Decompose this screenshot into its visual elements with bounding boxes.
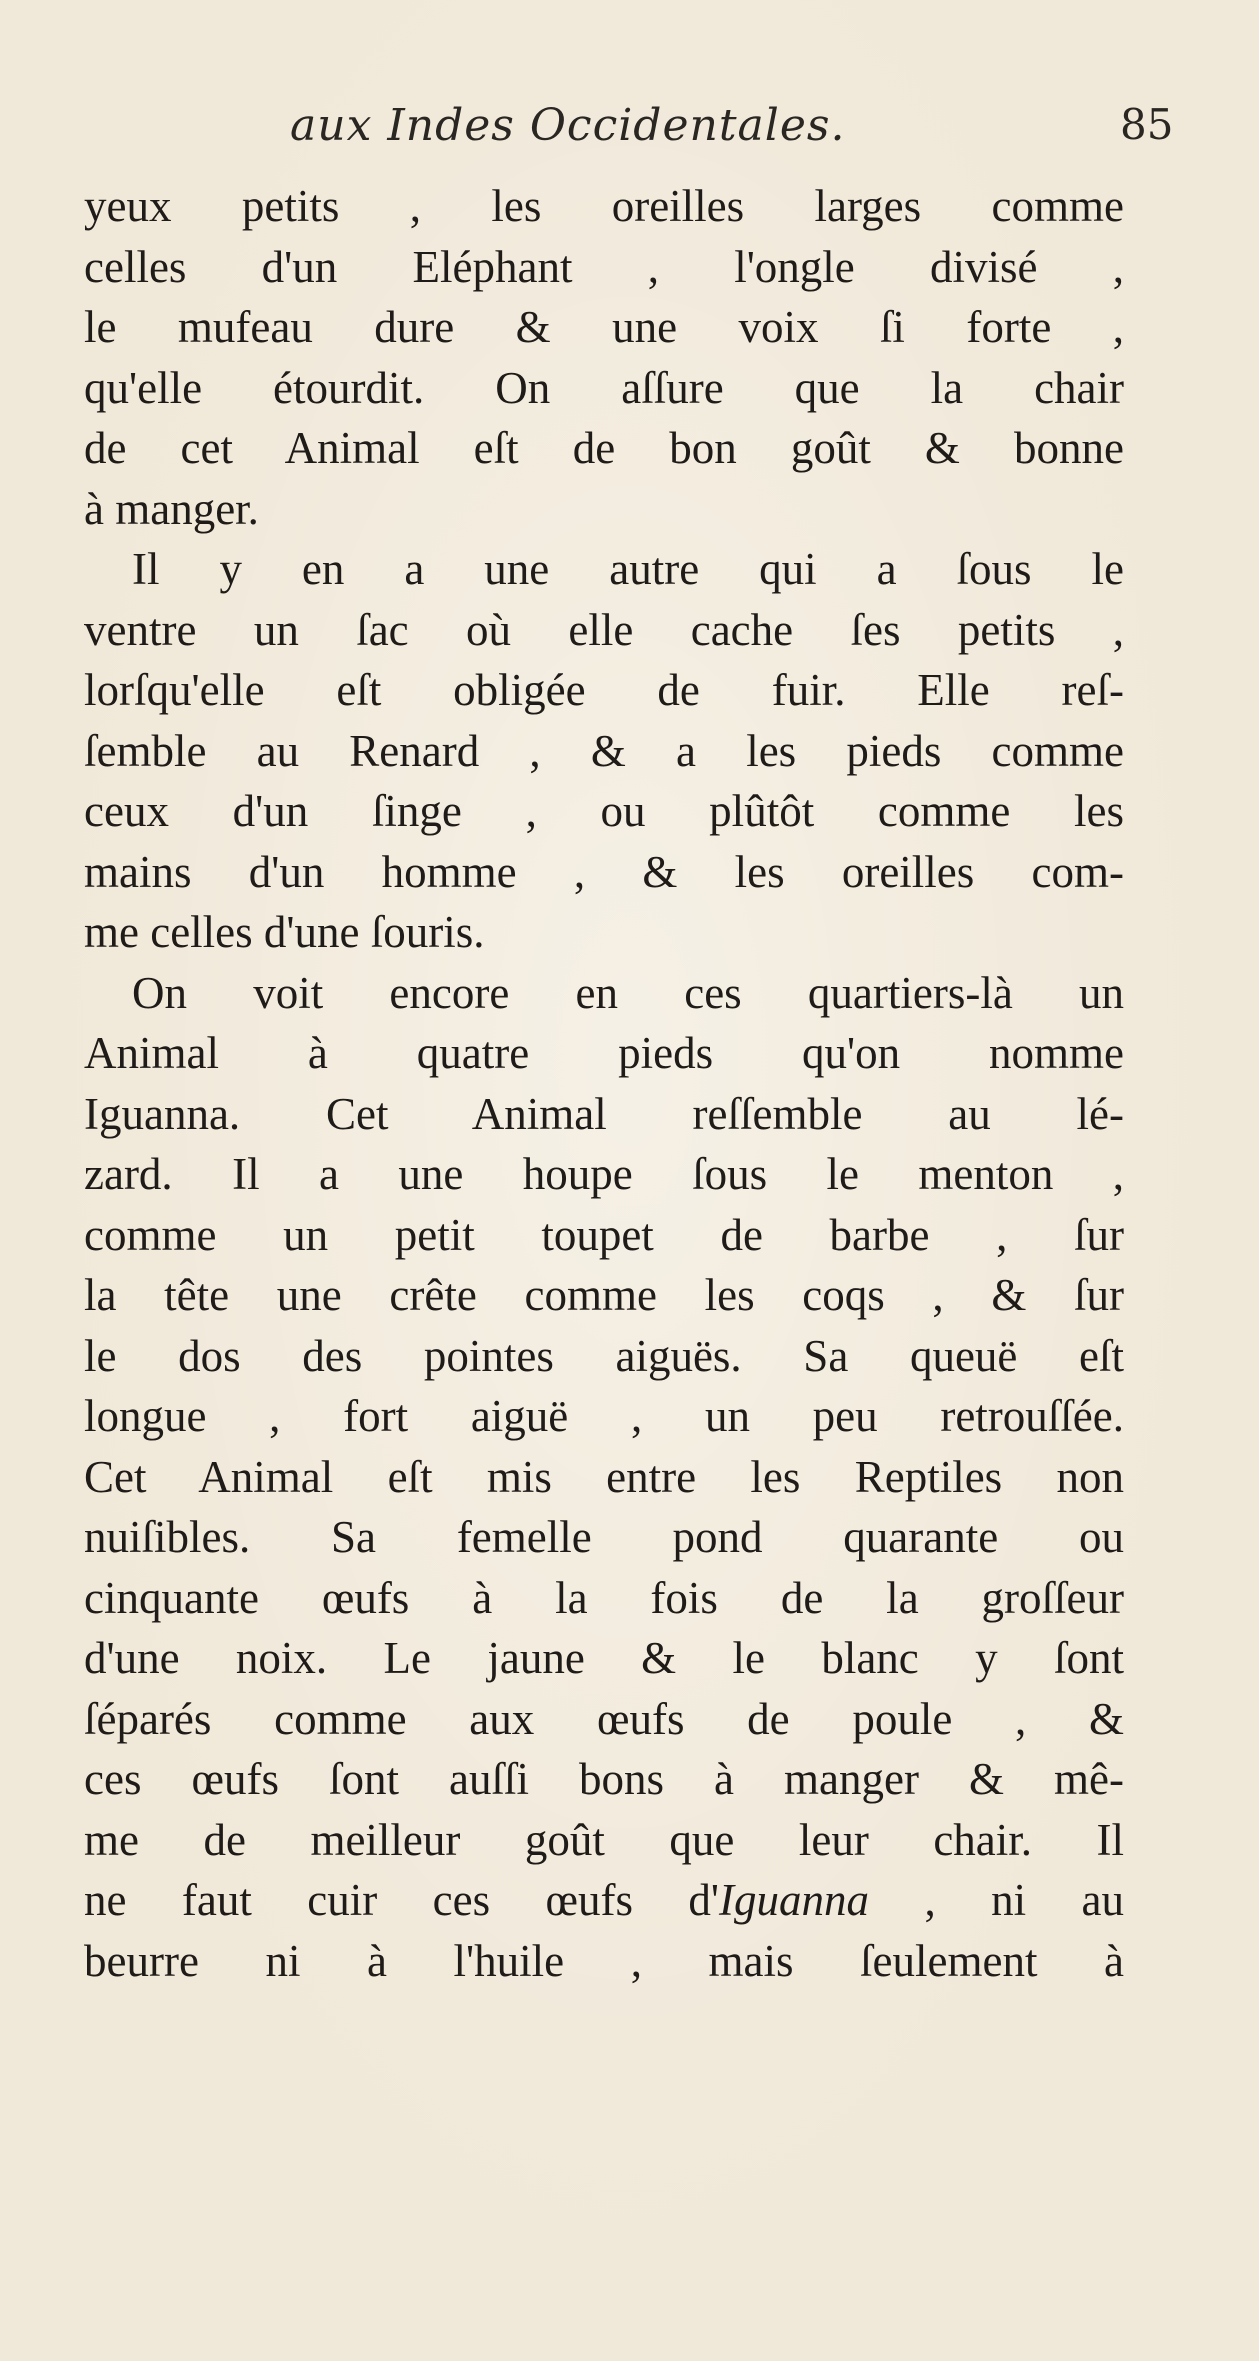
text-line: cinquante œufs à la fois de la groſſeur: [84, 1572, 1124, 1623]
text-line: d'une noix. Le jaune & le blanc y ſont: [84, 1633, 1124, 1683]
text-line: Animal à quatre pieds qu'on nomme: [84, 1028, 1124, 1078]
text-line: Iguanna. Cet Animal reſſemble au lé-: [84, 1088, 1124, 1139]
text-line: zard. Il a une houpe ſous le menton ,: [84, 1149, 1124, 1199]
text-line: [84, 1870, 1124, 1931]
text-line: ſemble au Renard , & a les pieds comme: [84, 725, 1124, 776]
text-line: ſéparés comme aux œufs de poule , &: [84, 1693, 1124, 1744]
body-text: [84, 176, 1124, 1991]
text-line: comme un petit toupet de barbe , ſur: [84, 1209, 1124, 1260]
text-line: Il y en a une autre qui a ſous le: [132, 544, 1124, 594]
text-line: la tête une crête comme les coqs , & ſur: [84, 1270, 1124, 1320]
text-line: de cet Animal eſt de bon goût & bonne: [84, 423, 1124, 473]
text-line: à manger.: [84, 483, 259, 534]
text-line: me celles d'une ſouris.: [84, 907, 485, 957]
text-line: ventre un ſac où elle cache ſes petits ,: [84, 604, 1124, 655]
page-number: 85: [1120, 100, 1174, 149]
text-line: me de meilleur goût que leur chair. Il: [84, 1814, 1124, 1865]
text-line: ces œufs ſont auſſi bons à manger & mê-: [84, 1754, 1124, 1804]
text-fragment: , ni au: [869, 1875, 1124, 1925]
text-line: qu'elle étourdit. On aſſure que la chair: [84, 362, 1124, 413]
text-line: celles d'un Eléphant , l'ongle divisé ,: [84, 241, 1124, 292]
text-line: nuiſibles. Sa femelle pond quarante ou: [84, 1512, 1124, 1562]
text-line: le dos des pointes aiguës. Sa queuë eſt: [84, 1330, 1124, 1381]
text-line: mains d'un homme , & les oreilles com-: [84, 846, 1124, 897]
running-title: aux Indes Occidentales.: [290, 100, 846, 151]
text-line: longue , fort aiguë , un peu retrouſſée.: [84, 1391, 1124, 1441]
text-line: ceux d'un ſinge , ou plûtôt comme les: [84, 786, 1124, 836]
text-fragment: ne faut cuir ces œufs d': [84, 1875, 720, 1925]
text-line: le mufeau dure & une voix ſi forte ,: [84, 302, 1124, 352]
text-line: yeux petits , les oreilles larges comme: [84, 181, 1124, 231]
text-line: On voit encore en ces quartiers-là un: [132, 967, 1124, 1018]
text-line: beurre ni à l'huile , mais ſeulement à: [84, 1935, 1124, 1986]
italic-word: Iguanna: [719, 1875, 870, 1925]
text-line: Cet Animal eſt mis entre les Reptiles non: [84, 1451, 1124, 1502]
text-line: lorſqu'elle eſt obligée de fuir. Elle reſ-: [84, 665, 1124, 715]
